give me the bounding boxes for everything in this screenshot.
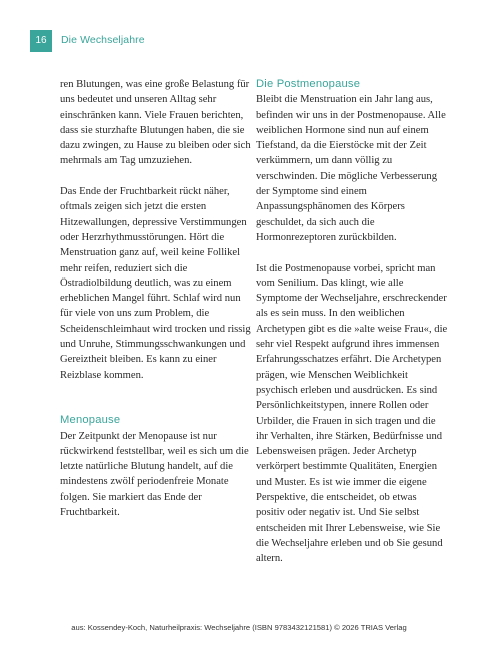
section-heading-postmenopause: Die Postmenopause xyxy=(256,78,361,90)
left-column xyxy=(60,77,252,536)
body-paragraph: Bleibt die Menstruation ein Jahr lang aus, befinden wir uns in der Postmenopause. Alle weiblichen Hormone sind nun auf einem Tiefstand, da die Eierstöcke mit der Zeit verkümmern, um dann völlig zu verschwinden. Die mögliche Verbesserung der Symptome sind einem Anpassungsphänomen des Körpers geschuldet, da sich auch die Hormonrezeptoren zurückbilden. xyxy=(256,94,446,243)
right-column xyxy=(256,77,448,582)
running-title: Die Wechseljahre xyxy=(61,34,145,46)
page-number-badge: 16 xyxy=(30,30,52,52)
body-paragraph: Der Zeitpunkt der Menopause ist nur rückwirkend feststellbar, weil es sich um die letzte natürliche Blutung handelt, auf die mindestens zwölf periodenfreie Monate folgen. Sie markiert das Ende der Fruchtbarkeit. xyxy=(60,430,249,519)
section-spacer xyxy=(60,398,252,413)
source-footer: aus: Kossendey-Koch, Naturheilpraxis: Wechseljahre (ISBN 9783432121581) © 2026 TRIAS Verlag xyxy=(71,623,407,632)
section-heading-menopause: Menopause xyxy=(60,414,121,427)
body-paragraph: ren Blutungen, was eine große Belastung für uns bedeutet und unseren Alltag sehr einschränken kann. Viele Frauen berichten, dass sie sturzhafte Blutungen haben, die sie dazu zwingen, zu Hause zu bleiben oder sich mehrmals am Tag umzuziehen. xyxy=(60,79,251,167)
body-paragraph: Ist die Postmenopause vorbei, spricht man vom Senilium. Das klingt, wie alle Symptome der Wechseljahre, erschreckender als es sein muss. In den weiblichen Archetypen gibt es die »alte weise Frau«, die sehr viel Respekt aufgrund ihres immensen Erfahrungsschatzes erfährt. Die Archetypen prägen, wie Menschen Weiblichkeit psychisch erleben und ausdrücken. Es sind Persönlichkeitstypen, innere Rollen oder Urbilder, die Frauen in sich tragen und die ihr Verhalten, ihre Stärken, Bedürfnisse und Lebensweisen prägen. Jeder Archetyp verkörpert bestimmte Qualitäten, Energien und Muster. Es ist wie immer die eigene Perspektive, die entscheidet, ob etwas positiv oder negativ ist. Und Sie selbst entscheiden mit Ihrer Lebensweise, wie Sie die Wechseljahre erleben und ob Sie gesund altern. xyxy=(256,262,448,565)
body-paragraph: Das Ende der Fruchtbarkeit rückt näher, oftmals zeigen sich jetzt die ersten Hitzewallungen, depressive Verstimmungen oder Herzrhythmusstörungen. Hört die Menstruation ganz auf, weil keine Follikel mehr reifen, reduziert sich die Östradiolbildung deutlich, was zu einem erheblichen Mangel führt. Schlaf wird nun für viele von uns zum Problem, die Scheidenschleimhaut wird trocken und rissig und Unruhe, Stimmungsschwankungen und Gereiztheit bleiben. Es kann zu einer Reizblase kommen. xyxy=(60,186,251,381)
